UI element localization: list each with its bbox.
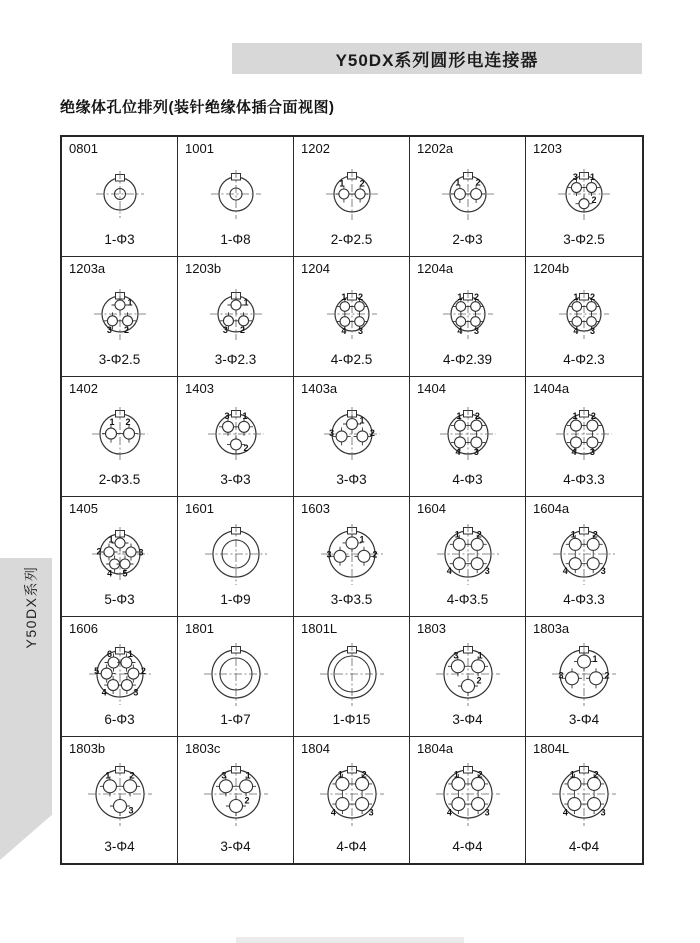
hole-number: 1: [590, 171, 596, 182]
cell-hole-spec: 4-Φ3.3: [563, 472, 605, 487]
series-side-tab-label: Y50DX系列: [23, 565, 39, 649]
cell-model-number: 1405: [69, 501, 98, 516]
grid-cell-1404a: [526, 377, 642, 497]
connector-diagram: [65, 750, 175, 842]
hole-number: 2: [604, 670, 610, 681]
cell-model-number: 1404: [417, 381, 446, 396]
hole-number: 2: [95, 546, 102, 557]
hole-number: 1: [245, 770, 251, 781]
hole-number: 3: [558, 670, 564, 681]
cell-hole-spec: 4-Φ2.39: [442, 352, 493, 367]
grid-cell-1604a: [526, 497, 642, 617]
hole-number: 3: [222, 325, 228, 336]
hole-number: 3: [328, 427, 334, 438]
cell-hole-spec: 4-Φ3.5: [446, 592, 489, 607]
page-banner-title: Y50DX系列圆形电连接器: [335, 51, 539, 70]
hole-number: 4: [446, 807, 452, 818]
cell-hole-spec: 3-Φ2.3: [214, 352, 257, 367]
connector-diagram: [65, 630, 175, 722]
hole-number: 2: [476, 529, 482, 540]
cell-model-number: 1001: [185, 141, 214, 156]
grid-cell-1202a: [410, 137, 526, 257]
connector-diagram: [297, 390, 407, 482]
hole-number: 4: [573, 325, 579, 336]
grid-cell-1403a: [294, 377, 410, 497]
cell-model-number: 1204a: [417, 261, 454, 276]
hole-number: 2: [129, 770, 135, 781]
cell-model-number: 0801: [69, 141, 98, 156]
cell-hole-spec: 2-Φ3: [452, 232, 483, 247]
cell-model-number: 1801L: [301, 621, 338, 636]
hole-number: 2: [123, 325, 129, 336]
hole-number: 5: [93, 665, 99, 676]
cell-hole-spec: 3-Φ3: [336, 472, 367, 487]
hole-number: 1: [242, 297, 249, 308]
connector-grid: [60, 135, 644, 865]
cell-model-number: 1203a: [69, 261, 106, 276]
connector-diagram: [181, 510, 291, 602]
grid-cell-1204a: [410, 257, 526, 377]
cell-model-number: 1402: [69, 381, 98, 396]
cell-hole-spec: 4-Φ3: [452, 472, 483, 487]
cell-hole-spec: 3-Φ4: [220, 839, 251, 854]
hole-number: 4: [330, 807, 336, 818]
cell-hole-spec: 3-Φ2.5: [98, 352, 141, 367]
cell-model-number: 1404a: [533, 381, 570, 396]
hole-number: 6: [106, 648, 112, 659]
connector-diagram: [413, 390, 523, 482]
page-banner: [232, 43, 642, 74]
hole-number: 1: [592, 653, 598, 664]
cell-hole-spec: 1-Φ15: [332, 712, 371, 727]
hole-number: 4: [101, 687, 107, 698]
cell-hole-spec: 1-Φ9: [220, 592, 251, 607]
hole-number: 2: [124, 416, 131, 427]
grid-cell-1804: [294, 737, 410, 863]
connector-diagram: [297, 150, 407, 242]
hole-number: 1: [337, 769, 343, 780]
connector-diagram: [413, 150, 523, 242]
hole-number: 3: [473, 446, 479, 457]
hole-number: 1: [572, 410, 578, 421]
hole-number: 1: [569, 769, 575, 780]
connector-diagram: [529, 150, 639, 242]
hole-number: 1: [453, 769, 459, 780]
hole-number: 2: [592, 529, 598, 540]
hole-number: 4: [456, 325, 462, 336]
hole-number: 1: [573, 291, 579, 302]
connector-diagram: [529, 750, 639, 842]
connector-diagram: [181, 270, 291, 362]
cell-model-number: 1204b: [533, 261, 570, 276]
hole-number: 1: [455, 410, 462, 421]
cell-hole-spec: 3-Φ3.5: [330, 592, 373, 607]
grid-cell-1603: [294, 497, 410, 617]
connector-diagram: [413, 630, 523, 722]
hole-number: 3: [137, 547, 144, 558]
connector-diagram: [181, 390, 291, 482]
hole-number: 3: [589, 446, 595, 457]
hole-number: 1: [454, 529, 460, 540]
cell-hole-spec: 3-Φ3: [220, 472, 251, 487]
hole-number: 1: [126, 297, 133, 308]
connector-diagram: [413, 270, 523, 362]
hole-number: 2: [140, 665, 146, 676]
grid-cell-1606: [62, 617, 178, 737]
connector-diagram: [297, 630, 407, 722]
hole-number: 2: [589, 291, 595, 302]
cell-model-number: 1604a: [533, 501, 570, 516]
hole-number: 1: [570, 529, 576, 540]
cell-model-number: 1603: [301, 501, 330, 516]
hole-number: 2: [243, 795, 250, 806]
cell-hole-spec: 3-Φ4: [568, 712, 600, 727]
cell-model-number: 1803c: [185, 741, 221, 756]
hole-number: 5: [121, 568, 128, 579]
hole-number: 3: [484, 807, 490, 818]
hole-number: 1: [358, 415, 365, 426]
grid-cell-1404: [410, 377, 526, 497]
connector-diagram: [529, 390, 639, 482]
hole-number: 1: [108, 416, 115, 427]
hole-number: 3: [572, 171, 578, 182]
connector-diagram: [413, 510, 523, 602]
hole-number: 4: [454, 446, 461, 457]
footer-bar-fragment: [236, 937, 464, 943]
connector-diagram: [529, 630, 639, 722]
hole-number: 3: [132, 687, 138, 698]
connector-diagram: [181, 150, 291, 242]
connector-diagram: [529, 270, 639, 362]
cell-hole-spec: 3-Φ2.5: [563, 232, 605, 247]
hole-number: 2: [242, 442, 249, 453]
grid-cell-1803a: [526, 617, 642, 737]
hole-number: 2: [473, 291, 479, 302]
cell-model-number: 1204: [301, 261, 330, 276]
grid-cell-1801L: [294, 617, 410, 737]
cell-model-number: 1801: [185, 621, 214, 636]
hole-number: 3: [589, 325, 595, 336]
hole-number: 4: [446, 566, 452, 577]
cell-model-number: 1803: [417, 621, 446, 636]
cell-hole-spec: 1-Φ8: [220, 232, 251, 247]
hole-number: 2: [371, 549, 377, 560]
cell-model-number: 1202a: [417, 141, 454, 156]
cell-hole-spec: 4-Φ3.3: [563, 592, 605, 607]
grid-cell-1405: [62, 497, 178, 617]
grid-cell-1804a: [410, 737, 526, 863]
grid-cell-1803b: [62, 737, 178, 863]
hole-number: 4: [340, 325, 346, 336]
hole-number: 1: [358, 534, 365, 545]
cell-model-number: 1804a: [417, 741, 454, 756]
hole-number: 3: [357, 325, 363, 336]
cell-hole-spec: 4-Φ2.5: [330, 352, 373, 367]
hole-number: 2: [475, 177, 481, 188]
hole-number: 3: [220, 770, 226, 781]
section-title: 绝缘体孔位排列(装针绝缘体插合面视图): [60, 99, 335, 116]
connector-diagram: [413, 750, 523, 842]
cell-model-number: 1804L: [533, 741, 570, 756]
cell-hole-spec: 6-Φ3: [104, 712, 135, 727]
hole-number: 4: [571, 446, 577, 457]
hole-number: 2: [361, 769, 367, 780]
hole-number: 1: [340, 291, 346, 302]
cell-hole-spec: 4-Φ4: [568, 839, 600, 854]
connector-diagram: [181, 630, 291, 722]
hole-number: 3: [106, 325, 112, 336]
hole-number: 3: [484, 566, 490, 577]
connector-diagram: [297, 270, 407, 362]
hole-number: 3: [223, 411, 230, 422]
hole-number: 2: [357, 291, 363, 302]
hole-number: 1: [454, 177, 460, 188]
cell-model-number: 1803b: [69, 741, 106, 756]
connector-diagram: [529, 510, 639, 602]
cell-hole-spec: 4-Φ4: [336, 839, 367, 854]
hole-number: 2: [477, 769, 483, 780]
hole-number: 2: [474, 410, 480, 421]
cell-model-number: 1601: [185, 501, 214, 516]
grid-cell-1801: [178, 617, 294, 737]
grid-cell-1001: [178, 137, 294, 257]
cell-model-number: 1203: [533, 141, 562, 156]
hole-number: 4: [106, 568, 112, 579]
hole-number: 2: [239, 325, 245, 336]
hole-number: 3: [127, 805, 134, 816]
hole-number: 2: [369, 427, 375, 438]
grid-cell-1803c: [178, 737, 294, 863]
hole-number: 2: [475, 675, 482, 686]
hole-number: 1: [241, 411, 248, 422]
hole-number: 1: [338, 178, 344, 189]
grid-cell-1604: [410, 497, 526, 617]
grid-cell-1803: [410, 617, 526, 737]
cell-hole-spec: 3-Φ4: [104, 839, 135, 854]
hole-number: 3: [452, 650, 458, 661]
cell-hole-spec: 4-Φ2.3: [563, 352, 605, 367]
grid-cell-1403: [178, 377, 294, 497]
connector-diagram: [65, 390, 175, 482]
grid-cell-1601: [178, 497, 294, 617]
hole-number: 2: [591, 195, 597, 206]
hole-number: 1: [456, 291, 462, 302]
grid-cell-1203: [526, 137, 642, 257]
hole-number: 3: [326, 549, 332, 560]
connector-diagram: [65, 150, 175, 242]
grid-cell-1203b: [178, 257, 294, 377]
hole-number: 3: [600, 566, 606, 577]
cell-model-number: 1403a: [301, 381, 338, 396]
cell-hole-spec: 1-Φ3: [104, 232, 135, 247]
hole-number: 1: [107, 534, 114, 545]
connector-diagram: [297, 510, 407, 602]
grid-cell-1202: [294, 137, 410, 257]
hole-number: 3: [600, 807, 606, 818]
connector-diagram: [65, 510, 175, 602]
hole-number: 1: [127, 648, 133, 659]
grid-cell-1204: [294, 257, 410, 377]
cell-hole-spec: 3-Φ4: [452, 712, 483, 727]
grid-cell-1204b: [526, 257, 642, 377]
hole-number: 1: [477, 650, 483, 661]
cell-model-number: 1606: [69, 621, 98, 636]
cell-hole-spec: 2-Φ2.5: [330, 232, 373, 247]
hole-number: 4: [562, 807, 568, 818]
grid-cell-1804L: [526, 737, 642, 863]
cell-model-number: 1803a: [533, 621, 570, 636]
cell-model-number: 1804: [301, 741, 330, 756]
cell-model-number: 1202: [301, 141, 330, 156]
connector-diagram: [181, 750, 291, 842]
hole-number: 3: [473, 325, 479, 336]
cell-model-number: 1403: [185, 381, 214, 396]
cell-hole-spec: 1-Φ7: [220, 712, 251, 727]
grid-cell-0801: [62, 137, 178, 257]
cell-model-number: 1203b: [185, 261, 222, 276]
grid-cell-1203a: [62, 257, 178, 377]
hole-number: 4: [562, 566, 568, 577]
connector-diagram: [297, 750, 407, 842]
cell-hole-spec: 5-Φ3: [104, 592, 135, 607]
grid-cell-1402: [62, 377, 178, 497]
cell-hole-spec: 2-Φ3.5: [98, 472, 141, 487]
connector-diagram: [65, 270, 175, 362]
hole-number: 2: [359, 178, 365, 189]
cell-model-number: 1604: [417, 501, 446, 516]
hole-number: 1: [104, 770, 110, 781]
hole-number: 3: [368, 807, 374, 818]
hole-number: 2: [590, 410, 596, 421]
hole-number: 2: [593, 769, 599, 780]
cell-hole-spec: 4-Φ4: [452, 839, 483, 854]
